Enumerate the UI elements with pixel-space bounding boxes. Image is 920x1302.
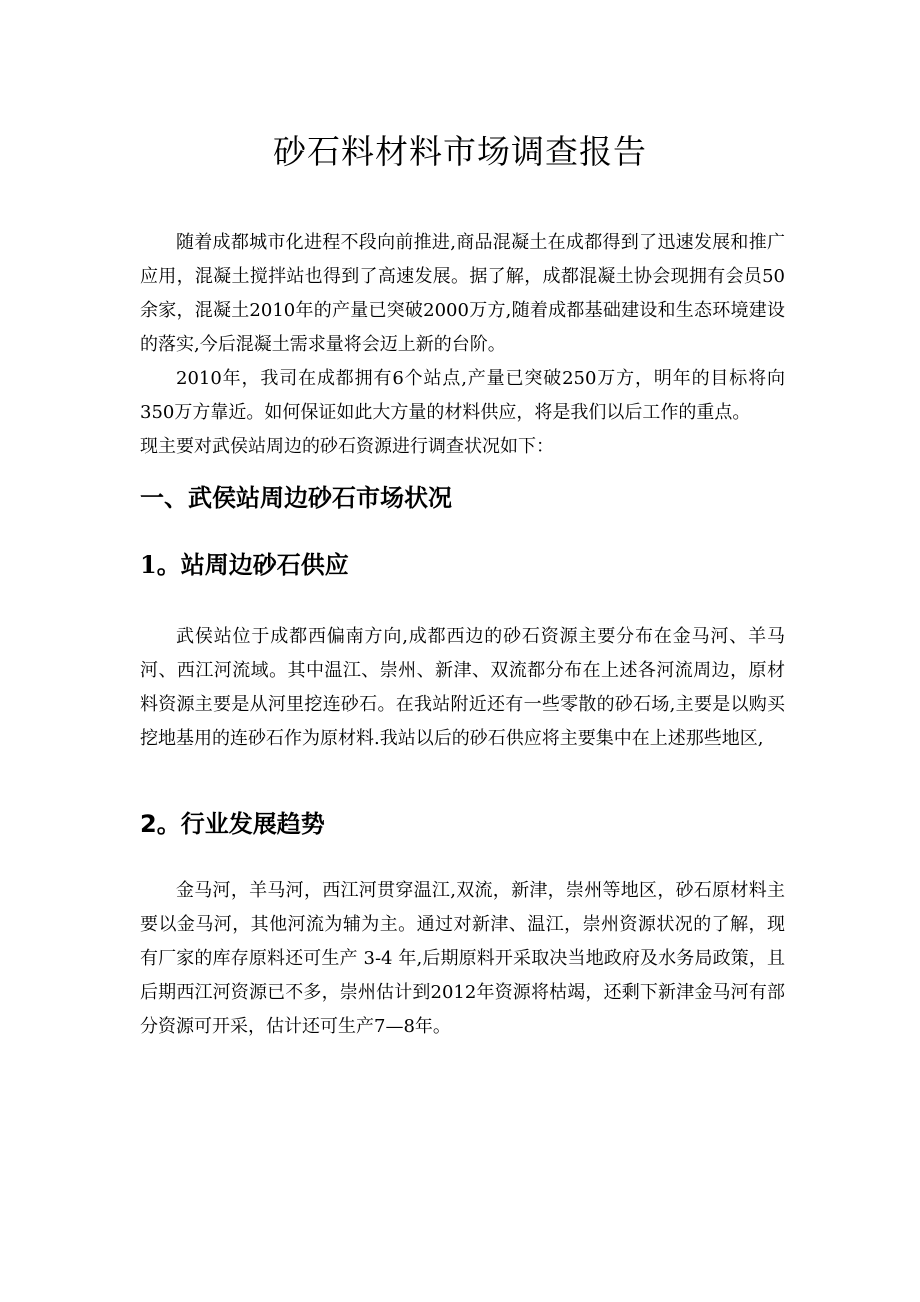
section-heading-1: 一、武侯站周边砂石市场状况	[140, 483, 452, 512]
intro-paragraph-1: 随着成都城市化进程不段向前推进,商品混凝土在成都得到了迅速发展和推广应用，混凝土搅拌站也得到了高速发展。据了解，成都混凝土协会现拥有会员50余家，混凝土2010年的产量已突破2000万方,随着成都基础建设和生态环境建设的落实,今后混凝土需求量将会迈上新的台阶。	[140, 232, 785, 355]
intro-paragraph-2: 2010年，我司在成都拥有6个站点,产量已突破250万方，明年的目标将向350万方靠近。如何保证如此大方量的材料供应，将是我们以后工作的重点。	[140, 368, 785, 423]
subsection-heading-1	[140, 545, 349, 585]
subsection-number-1: 1	[140, 550, 157, 579]
subsection-title-1: 。站周边砂石供应	[156, 550, 349, 579]
subsection-heading-2: 2。行业发展趋势	[140, 810, 325, 838]
document-title: 砂石料材料市场调查报告	[273, 132, 647, 171]
subsection-body-1: 武侯站位于成都西偏南方向,成都西边的砂石资源主要分布在金马河、羊马河、西江河流域。其中温江、崇州、新津、双流都分布在上述各河流周边，原材料资源主要是从河里挖连砂石。在我站附近还有一些零散的砂石场,主要是以购买挖地基用的连砂石作为原材料.我站以后的砂石供应将主要集中在上述那些地区,	[140, 626, 785, 749]
intro-paragraph-3: 现主要对武侯站周边的砂石资源进行调查状况如下：	[140, 436, 554, 457]
subsection-body-2: 金马河，羊马河，西江河贯穿温江,双流，新津，崇州等地区，砂石原材料主要以金马河，其他河流为辅为主。通过对新津、温江，崇州资源状况的了解，现有厂家的库存原料还可生产 3-4 年,后期原料开采取决当地政府及水务局政策，且后期西江河资源已不多，崇州估计到2012年资源将枯竭，还剩下新津金马河有部分资源可开采，估计还可生产7—8年。	[140, 880, 785, 1037]
